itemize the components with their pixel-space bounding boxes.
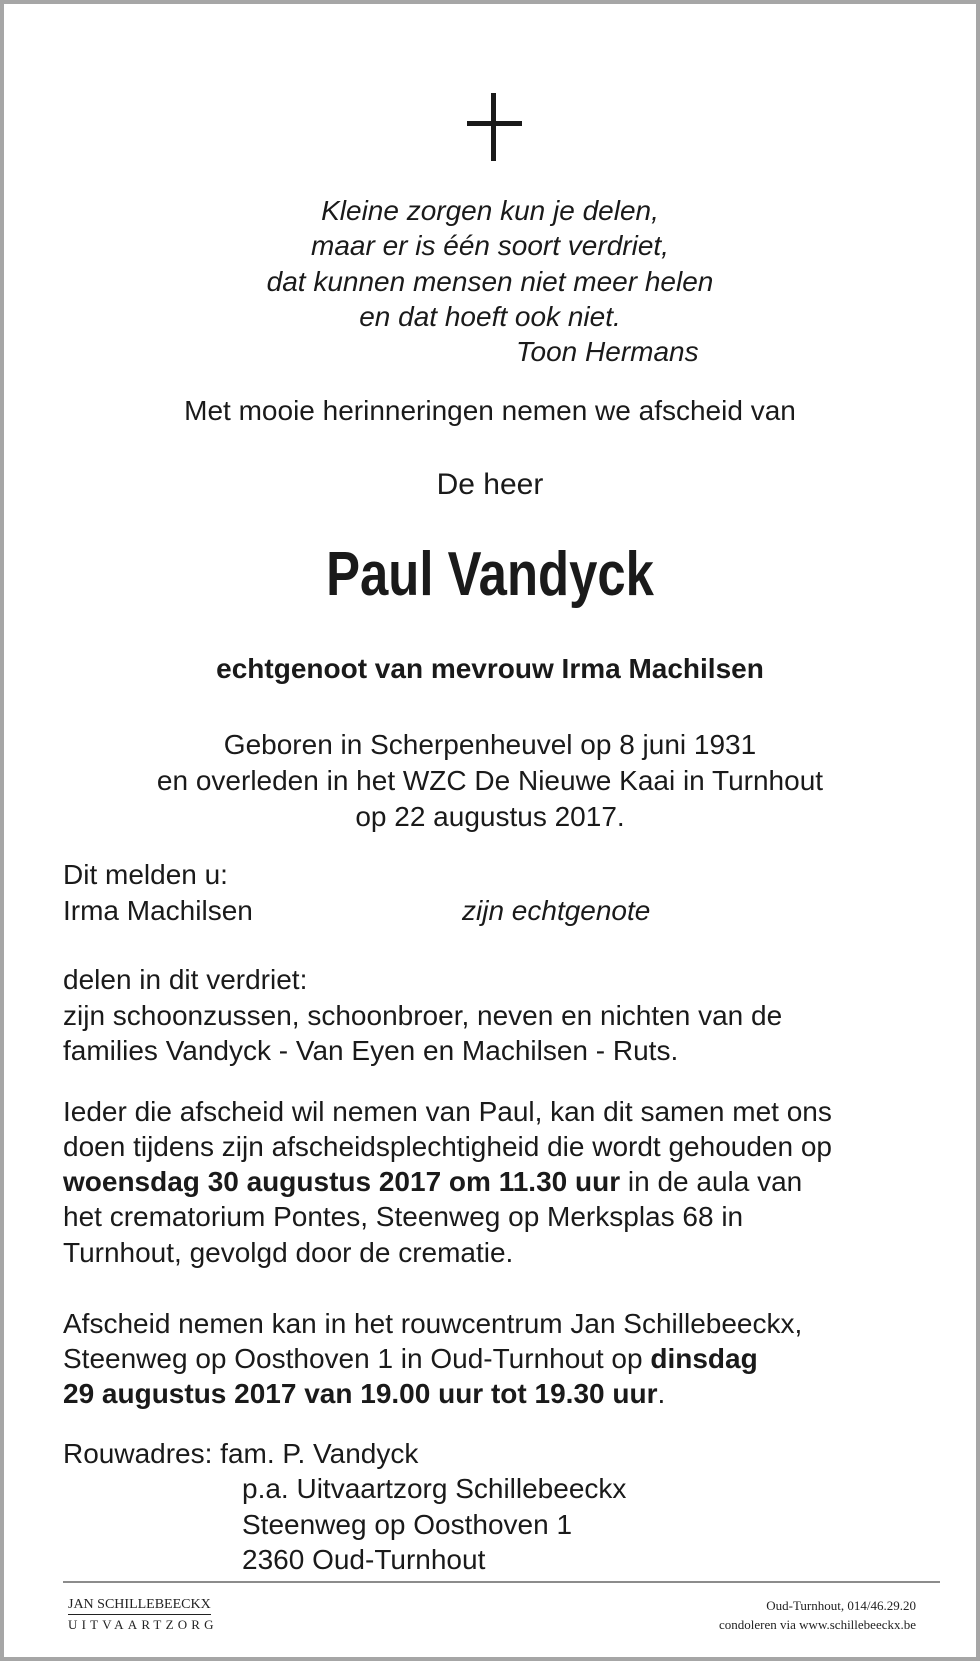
visitation-line: Afscheid nemen kan in het rouwcentrum Jan Schillebeeckx, — [63, 1308, 803, 1339]
sharing-line: families Vandyck - Van Eyen en Machilsen - Ruts. — [63, 1035, 679, 1066]
announcers-heading: Dit melden u: — [63, 859, 228, 890]
ceremony-line: doen tijdens zijn afscheidsplechtigheid die wordt gehouden op — [63, 1131, 832, 1162]
sharing-line: delen in dit verdriet: — [63, 964, 308, 995]
quote-line: Kleine zorgen kun je delen, — [321, 195, 659, 226]
visitation-day: dinsdag — [650, 1343, 758, 1374]
address-label: Rouwadres: fam. P. Vandyck — [63, 1438, 419, 1469]
address-line: p.a. Uitvaartzorg Schillebeeckx — [242, 1473, 627, 1504]
sharing-line: zijn schoonzussen, schoonbroer, neven en nichten van de — [63, 1000, 783, 1031]
birth-death-line: Geboren in Scherpenheuvel op 8 juni 1931 — [223, 729, 757, 760]
ceremony-line: Ieder die afscheid wil nemen van Paul, kan dit samen met ons — [63, 1096, 832, 1127]
quote-line: maar er is één soort verdriet, — [311, 230, 669, 261]
ceremony-line: Turnhout, gevolgd door de crematie. — [63, 1237, 514, 1268]
ceremony-datetime: woensdag 30 augustus 2017 om 11.30 uur — [63, 1166, 621, 1197]
address-line: 2360 Oud-Turnhout — [242, 1544, 486, 1575]
visitation-line — [63, 1377, 665, 1411]
funeral-home-logo-top: JAN SCHILLEBEECKX — [68, 1597, 211, 1615]
quote-line: en dat hoeft ook niet. — [359, 301, 621, 332]
intro-text: Met mooie herinneringen nemen we afscheid van — [184, 395, 796, 426]
visitation-period: . — [657, 1378, 666, 1409]
visitation-datetime: 29 augustus 2017 van 19.00 uur tot 19.30 uur — [63, 1378, 658, 1409]
ceremony-line: het crematorium Pontes, Steenweg op Merksplas 68 in — [63, 1201, 744, 1232]
birth-death-line: en overleden in het WZC De Nieuwe Kaai in Turnhout — [156, 765, 824, 796]
footer-condolences: condoleren via www.schillebeeckx.be — [719, 1617, 916, 1632]
honorific: De heer — [436, 468, 544, 501]
announcer-name: Irma Machilsen — [63, 895, 253, 926]
quote-author: Toon Hermans — [516, 336, 699, 367]
deceased-name: Paul Vandyck — [326, 540, 654, 609]
footer-contact: Oud-Turnhout, 014/46.29.20 — [766, 1598, 916, 1613]
birth-death-line: op 22 augustus 2017. — [355, 801, 625, 832]
address-line: Steenweg op Oosthoven 1 — [242, 1509, 573, 1540]
funeral-home-logo-bottom: UITVAARTZORG — [68, 1617, 218, 1632]
announcer-relation: zijn echtgenote — [462, 895, 651, 926]
footer-divider — [63, 1581, 940, 1583]
ceremony-line — [63, 1165, 802, 1199]
visitation-text: Steenweg op Oosthoven 1 in Oud-Turnhout op — [63, 1343, 651, 1374]
quote-line: dat kunnen mensen niet meer helen — [266, 266, 714, 297]
spouse-line: echtgenoot van mevrouw Irma Machilsen — [216, 653, 764, 684]
visitation-line — [63, 1342, 758, 1376]
ceremony-location-text: in de aula van — [620, 1166, 803, 1197]
